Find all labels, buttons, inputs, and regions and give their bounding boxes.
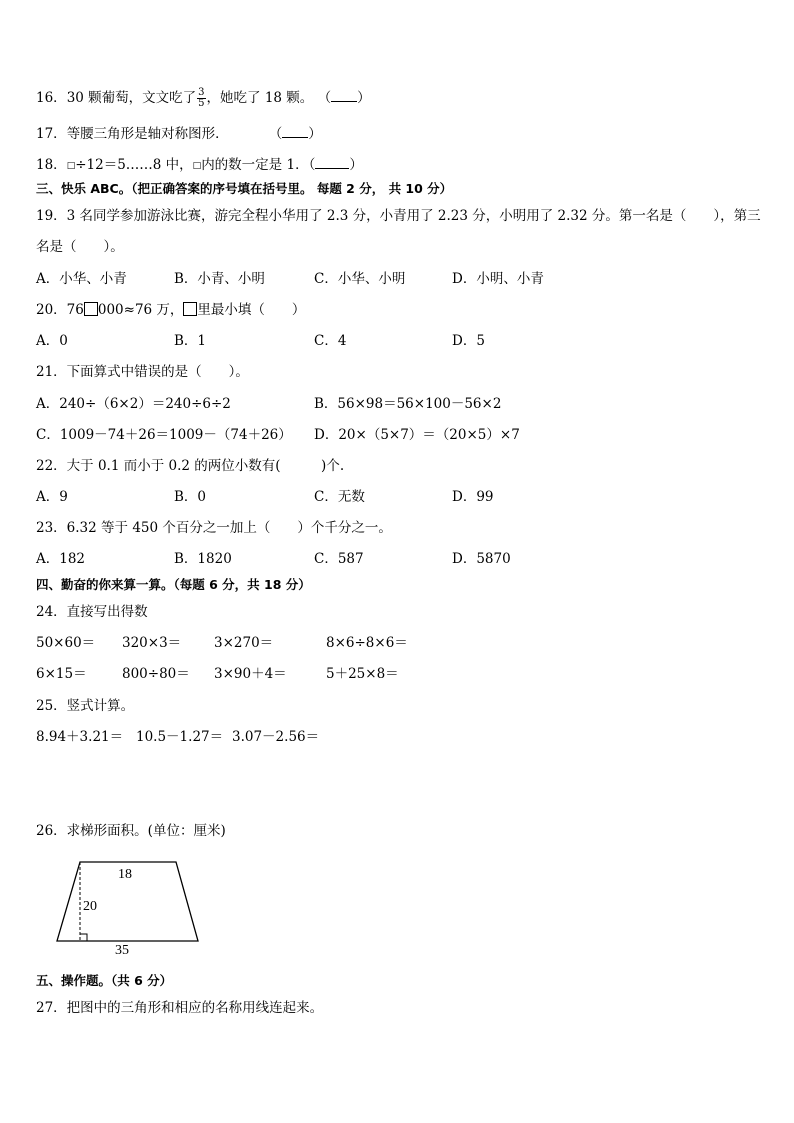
answer-blank[interactable] [282,124,308,138]
calc-item: 3×270＝ [214,635,274,651]
calc-item: 50×60＝ [36,635,96,651]
question-text-2: 000≈76 万， [97,302,184,318]
calc-item: 3×90＋4＝ [214,666,287,682]
trapezoid-figure [52,858,202,958]
option-a[interactable]: A．182 [36,551,86,567]
right-angle-mark [80,934,87,941]
option-b[interactable]: B．1820 [174,551,232,567]
calc-item: 6×15＝ [36,666,87,682]
blank-square-box [84,302,98,316]
option-d[interactable]: D．20×（5×7）＝（20×5）×7 [314,427,520,443]
question-number: 17． [36,126,67,142]
label-top: 18 [118,867,132,882]
calc-item: 800÷80＝ [122,666,190,682]
option-b[interactable]: B．0 [174,489,207,505]
option-c[interactable]: C．无数 [314,489,365,505]
question-text: 等腰三角形是轴对称图形． [66,126,229,142]
option-b[interactable]: B．1 [174,333,207,349]
question-26: 26．求梯形面积。(单位：厘米) [36,823,226,839]
question-18 [36,155,363,175]
section-4-title: 四、勤奋的你来算一算。（每题 6 分，共 18 分） [36,577,311,592]
square-symbol: □ [66,161,76,171]
option-c[interactable]: C．4 [314,333,347,349]
question-20 [36,301,305,319]
section-3-title: 三、快乐 ABC。（把正确答案的序号填在括号里。 每题 2 分， 共 10 分） [36,181,453,196]
fraction-numerator: 3 [198,87,205,98]
option-b[interactable]: B．小青、小明 [174,271,265,287]
option-c[interactable]: C．587 [314,551,364,567]
option-d[interactable]: D．5870 [452,551,511,567]
question-text-3: 里最小填（ ） [197,302,306,318]
section-5-title: 五、操作题。（共 6 分） [36,973,173,988]
option-d[interactable]: D．小明、小青 [452,271,544,287]
question-number: 16． [36,90,67,106]
paren-close: ） [308,126,322,142]
question-22: 22．大于 0.1 而小于 0.2 的两位小数有( )个. [36,458,345,474]
blank-square-box-2 [183,302,197,316]
question-21: 21．下面算式中错误的是（ ）。 [36,364,249,380]
question-text-2: 内的数一定是 1．（ [201,157,316,173]
calc-item: 3.07－2.56＝ [232,729,320,745]
paren-close: ） [349,157,363,173]
option-c[interactable]: C．1009－74＋26＝1009－（74＋26） [36,427,292,443]
calc-item: 5＋25×8＝ [326,666,399,682]
question-number: 18． [36,157,67,173]
question-23: 23．6.32 等于 450 个百分之一加上（ ）个千分之一。 [36,520,392,536]
calc-item: 8×6÷8×6＝ [326,635,408,651]
fraction-denominator: 5 [198,98,205,109]
calc-item: 10.5－1.27＝ [136,729,224,745]
label-height: 20 [83,899,97,914]
question-25: 25．竖式计算。 [36,698,135,714]
option-a[interactable]: A．小华、小青 [36,271,127,287]
option-a[interactable]: A．9 [36,489,68,505]
paren-open: （ [268,126,283,142]
paren-close: ） [357,90,371,106]
answer-blank[interactable] [315,155,349,169]
option-d[interactable]: D．99 [452,489,494,505]
option-a[interactable]: A．0 [36,333,68,349]
calc-item: 8.94＋3.21＝ [36,729,124,745]
label-bottom: 35 [115,943,129,958]
fraction [197,88,205,109]
answer-blank[interactable] [331,88,357,102]
question-text-2: ，她吃了 18 颗。 （ [206,90,332,106]
question-16 [36,88,371,109]
square-symbol-2: □ [192,161,202,171]
question-19-line-1: 19．3 名同学参加游泳比赛，游完全程小华用了 2.3 分，小青用了 2.23 分，小明用了 2.32 分。第一名是（ ），第三 [36,208,761,224]
question-17 [36,124,322,143]
option-c[interactable]: C．小华、小明 [314,271,406,287]
option-a[interactable]: A．240÷（6×2）＝240÷6÷2 [36,396,231,412]
calc-item: 320×3＝ [122,635,182,651]
question-24: 24．直接写出得数 [36,604,148,620]
option-d[interactable]: D．5 [452,333,485,349]
option-b[interactable]: B．56×98＝56×100－56×2 [314,396,502,412]
question-19-line-2: 名是（ ）。 [36,239,124,255]
question-text: 30 颗葡萄，文文吃了 [66,90,197,106]
question-27: 27．把图中的三角形和相应的名称用线连起来。 [36,1000,324,1016]
question-text: 20．76 [36,302,84,318]
question-text: ÷12＝5……8 中， [75,157,193,173]
